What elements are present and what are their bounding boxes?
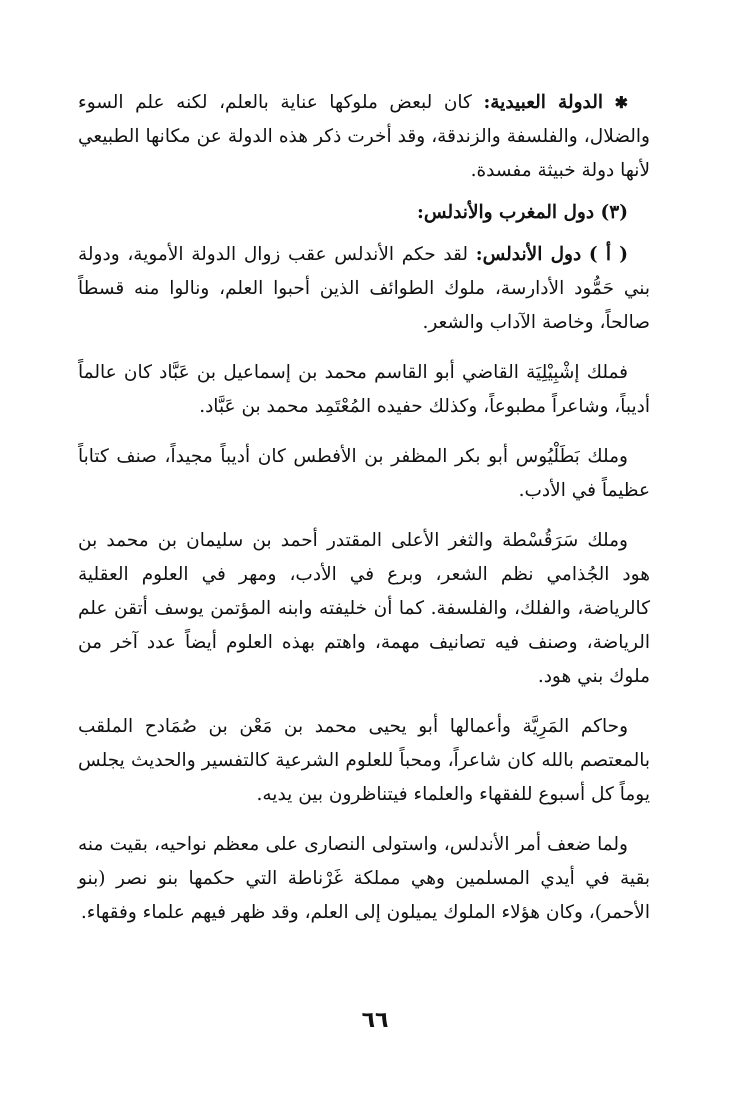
- paragraph-text: كان لبعض ملوكها عناية بالعلم، لكنه علم السوء والضلال، والفلسفة والزندقة، وقد أخرت ذكر هذه الدولة عن مكانها الطبيعي لأنها دولة خبيثة مفسدة.: [78, 92, 650, 181]
- section-heading-ubaydi: الدولة العبيدية:: [483, 92, 604, 113]
- paragraph-text: لقد حكم الأندلس عقب زوال الدولة الأموية، ودولة بني حَمُّود الأدارسة، ملوك الطوائف الذين أحبوا العلم، ونالوا منه قسطاً صالحاً، وخاصة الآداب والشعر.: [78, 244, 650, 333]
- paragraph-andalus-states: [78, 238, 650, 340]
- subsection-label: ( أ ): [588, 244, 629, 265]
- paragraph-almeria: وحاكم المَرِيَّة وأعمالها أبو يحيى محمد بن مَعْن بن صُمَادح الملقب بالمعتصم بالله كان شاعراً، ومحباً للعلوم الشرعية كالتفسير والحديث يجلس يوماً كل أسبوع للفقهاء والعلماء فيتناظرون بين يديه.: [78, 716, 650, 805]
- subsection-heading-andalus: دول الأندلس:: [475, 244, 582, 265]
- paragraph-zaragoza: وملك سَرَقُسْطة والثغر الأعلى المقتدر أحمد بن سليمان بن محمد بن هود الجُذامي نظم الشعر، وبرع في الأدب، ومهر في العلوم العقلية كالرياضة، والفلك، والفلسفة. كما أن خليفته وابنه المؤتمن يوسف أتقن علم الرياضة، وصنف فيه تصانيف مهمة، واهتم بهذه العلوم أيضاً عدد آخر من ملوك بني هود.: [78, 530, 650, 687]
- paragraph-granada: ولما ضعف أمر الأندلس، واستولى النصارى على معظم نواحيه، بقيت منه بقية في أيدي المسلمين وهي مملكة غَرْناطة التي حكمها بنو نصر (بنو الأحمر)، وكان هؤلاء الملوك يميلون إلى العلم، وقد ظهر فيهم علماء وفقهاء.: [78, 834, 650, 923]
- page-number: ٦٦: [361, 1008, 389, 1033]
- page-body: [78, 86, 650, 930]
- section-heading-maghreb-andalus: (٣) دول المغرب والأندلس:: [417, 202, 628, 223]
- paragraph-ubaydi-state: [78, 86, 650, 188]
- paragraph-badajoz: وملك بَطَلْيُوس أبو بكر المظفر بن الأفطس كان أديباً مجيداً، صنف كتاباً عظيماً في الأدب.: [78, 446, 650, 501]
- paragraph-seville: فملك إشْبِيْلِيَة القاضي أبو القاسم محمد بن إسماعيل بن عَبَّاد كان عالماً أديباً، وشاعراً مطبوعاً، وكذلك حفيده المُعْتَمِد محمد بن عَبَّاد.: [78, 362, 650, 417]
- asterisk-icon: ✱: [614, 93, 629, 112]
